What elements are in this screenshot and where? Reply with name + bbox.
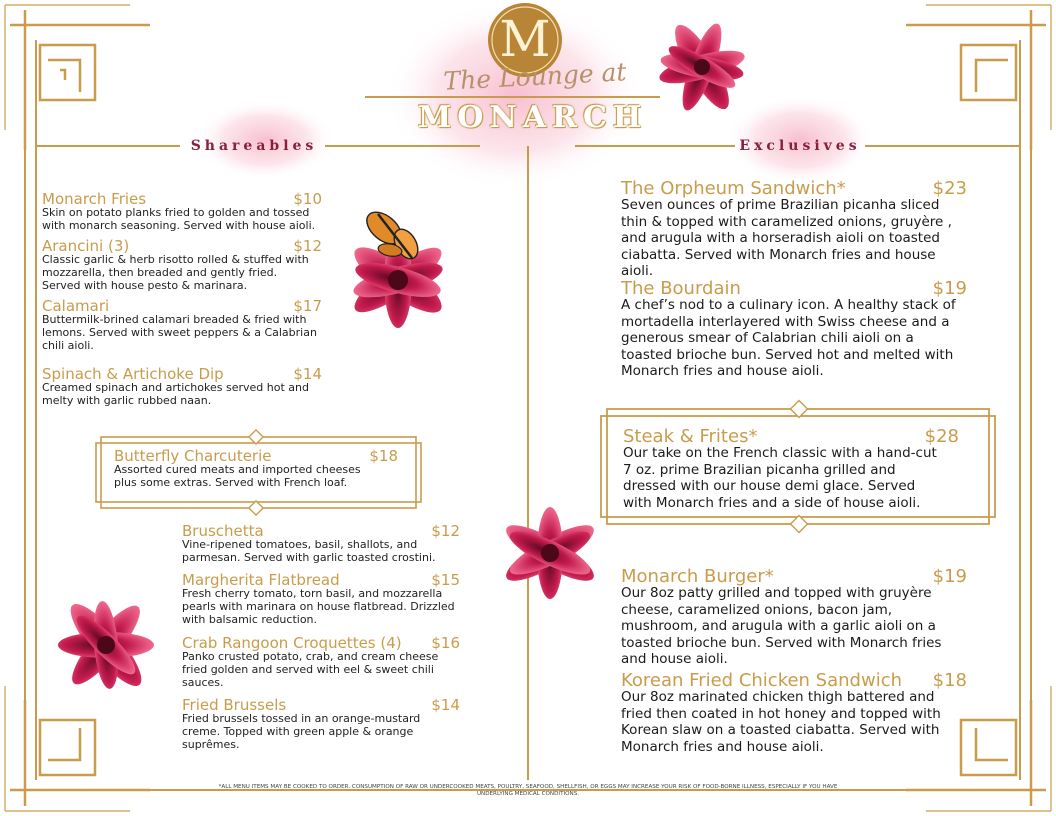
- item-name: Bruschetta: [182, 522, 264, 540]
- section-title-exclusives: Exclusives: [739, 138, 861, 154]
- item-price: $15: [431, 571, 460, 589]
- item-name: Crab Rangoon Croquettes (4): [182, 634, 402, 652]
- menu-item: [42, 365, 322, 410]
- menu-item: [42, 190, 322, 237]
- flower-with-butterfly: [330, 200, 470, 340]
- menu-item: [621, 566, 967, 667]
- item-description: Buttermilk-brined calamari breaded & fried with lemons. Served with sweet peppers & a Calabrian chili aioli.: [42, 313, 317, 352]
- menu-item: [42, 237, 322, 297]
- item-description: Assorted cured meats and imported cheeses plus some extras. Served with French loaf.: [114, 463, 361, 489]
- item-name: Fried Brussels: [182, 696, 287, 714]
- item-price: $19: [932, 278, 967, 299]
- item-description: A chef’s nod to a culinary icon. A healthy stack of mortadella interlayered with Swiss cheese and a generous smear of Calabrian chili aioli on a toasted brioche bun. Served hot and melted with Monarch fries and house aioli.: [621, 297, 956, 379]
- item-description: Our 8oz marinated chicken thigh battered and fried then coated in hot honey and topped with Korean slaw on a toasted ciabatta. Served with Monarch fries and house aioli.: [621, 689, 941, 755]
- item-name: Butterfly Charcuterie: [114, 447, 272, 465]
- item-price: $18: [932, 670, 967, 691]
- item-description: Vine-ripened tomatoes, basil, shallots, and parmesan. Served with garlic toasted crostini.: [182, 538, 436, 564]
- item-name: The Bourdain: [621, 278, 741, 299]
- item-price: $23: [932, 178, 967, 199]
- menu-item: [182, 696, 460, 751]
- item-description: Fried brussels tossed in an orange-mustard creme. Topped with green apple & orange suprêmes.: [182, 712, 421, 751]
- item-name: Monarch Burger*: [621, 566, 774, 587]
- item-price: $18: [369, 447, 398, 465]
- item-name: Korean Fried Chicken Sandwich: [621, 670, 903, 691]
- item-price: $17: [293, 297, 322, 315]
- flower-bottom-left: [38, 583, 173, 708]
- brand-name: MONARCH: [418, 100, 648, 135]
- item-name: The Orpheum Sandwich*: [621, 178, 846, 199]
- item-description: Classic garlic & herb risotto rolled & stuffed with mozzarella, then breaded and gently fried. Served with house pesto & marinara.: [42, 253, 309, 292]
- menu-item: [182, 571, 460, 634]
- section-title-shareables: Shareables: [190, 138, 318, 154]
- item-description: Our take on the French classic with a hand-cut 7 oz. prime Brazilian picanha grilled and dressed with our house demi glace. Served with Monarch fries and a side of house aioli.: [623, 445, 937, 511]
- footer-disclaimer: *ALL MENU ITEMS MAY BE COOKED TO ORDER. CONSUMPTION OF RAW OR UNDERCOOKED MEATS, POULTRY, SEAFOOD, SHELLFISH, OR EGGS MAY INCREASE YOUR RISK OF FOOD-BORNE ILLNESS, ESPECIALLY IF YOU HAVE UNDERLYING MEDICAL CONDITIONS.: [218, 784, 838, 797]
- item-price: $12: [431, 522, 460, 540]
- item-price: $19: [932, 566, 967, 587]
- item-price: $10: [293, 190, 322, 208]
- item-name: Calamari: [42, 297, 110, 315]
- item-description: Seven ounces of prime Brazilian picanha sliced thin & topped with caramelized onions, gruyère , and arugula with a horseradish aioli on toasted ciabatta. Served with Monarch fries and house aioli.: [621, 197, 952, 279]
- item-price: $28: [924, 426, 959, 447]
- item-price: $12: [293, 237, 322, 255]
- logo-letter: M: [499, 10, 551, 68]
- item-name: Arancini (3): [42, 237, 130, 255]
- menu-item: [42, 297, 322, 365]
- item-description: Fresh cherry tomato, torn basil, and mozzarella pearls with marinara on house flatbread. Drizzled with balsamic reduction.: [182, 587, 455, 626]
- item-description: Creamed spinach and artichokes served hot and melty with garlic rubbed naan.: [42, 381, 309, 407]
- flower-middle: [480, 493, 620, 613]
- script-title: The Lounge at: [442, 57, 628, 96]
- item-description: Panko crusted potato, crab, and cream cheese fried golden and served with eel & sweet chili sauces.: [182, 650, 439, 689]
- item-price: $16: [431, 634, 460, 652]
- menu-item: [621, 670, 967, 760]
- item-price: $14: [293, 365, 322, 383]
- shareables-list: [42, 190, 322, 410]
- item-name: Margherita Flatbread: [182, 571, 340, 589]
- menu-item: [182, 522, 460, 571]
- flower-top-right: [650, 5, 755, 125]
- item-description: Skin on potato planks fried to golden and tossed with monarch seasoning. Served with house aioli.: [42, 206, 316, 232]
- item-price: $14: [431, 696, 460, 714]
- featured-item-steak: [623, 426, 959, 516]
- shareables-list-bottom: [182, 522, 460, 751]
- menu-item: [621, 178, 967, 279]
- featured-item-charcuterie: [114, 447, 398, 497]
- menu-item: [182, 634, 460, 696]
- item-name: Monarch Fries: [42, 190, 147, 208]
- item-name: Steak & Frites*: [623, 426, 758, 447]
- item-name: Spinach & Artichoke Dip: [42, 365, 224, 383]
- menu-item: [621, 278, 967, 388]
- item-description: Our 8oz patty grilled and topped with gruyère cheese, caramelized onions, bacon jam, mushroom, and arugula with a garlic aioli on a toasted brioche bun. Served with Monarch fries and house aioli.: [621, 585, 942, 667]
